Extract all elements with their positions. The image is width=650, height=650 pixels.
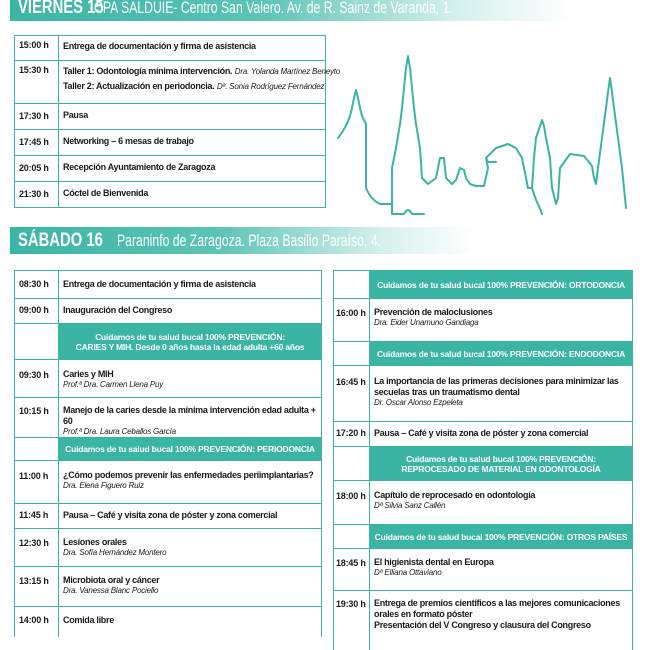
taller1-speaker: Dra. Yolanda Martínez Beneyto <box>234 67 341 76</box>
saturday-venue: Paraninfo de Zaragoza. Plaza Basilio Paraíso, 4. <box>116 230 381 250</box>
session-title: Lesiones orales <box>63 537 127 547</box>
table-row <box>15 461 321 504</box>
table-row <box>15 156 325 182</box>
speaker-name: Dr. Oscar Alonso Ezpeleta <box>374 398 463 407</box>
time-cell: 21:30 h <box>15 182 59 207</box>
table-row <box>334 366 632 422</box>
session-title: Comida libre <box>63 615 114 625</box>
speaker-name: Dª Elliana Ottaviano <box>374 568 442 577</box>
table-row <box>15 271 321 299</box>
session-title: Entrega de documentación y firma de asistencia <box>63 41 256 51</box>
time-cell: 17:30 h <box>15 104 59 129</box>
session-title: Entrega de premios científicos a las mejores comunicaciones orales en formato póster <box>374 598 620 619</box>
time-cell: 18:45 h <box>334 549 370 590</box>
time-cell: 10:15 h <box>15 398 59 437</box>
table-row <box>15 360 321 398</box>
section-band <box>334 342 632 366</box>
friday-venue: CPA SALDUIE- Centro San Valero. Av. de R. Sainz de Varanda, 1. <box>93 0 453 17</box>
band-line: Cuidamos de tu salud bucal 100% PREVENCIÓN: <box>95 331 285 342</box>
saturday-day: SÁBADO 16 <box>18 229 103 251</box>
time-cell: 15:30 h <box>15 61 59 103</box>
table-row <box>15 61 341 104</box>
table-row <box>15 607 321 637</box>
table-row <box>15 398 321 438</box>
speaker-name: Dra. Sofía Hernández Montero <box>63 548 167 557</box>
session-title: Pausa – Café y visita zona de póster y zona comercial <box>63 510 278 520</box>
section-band <box>15 438 321 461</box>
session-title: Cóctel de Bienvenida <box>63 188 149 198</box>
friday-day: VIERNES 15 <box>18 0 104 18</box>
session-title: Inauguración del Congreso <box>63 305 173 315</box>
table-row <box>15 36 325 61</box>
time-cell: 14:00 h <box>15 607 59 637</box>
section-band <box>334 525 632 549</box>
friday-schedule <box>14 35 341 208</box>
time-cell: 17:45 h <box>15 130 59 155</box>
band-line: Cuidamos de tu salud bucal 100% PREVENCIÓN: ORTODONCIA <box>377 279 625 290</box>
session-title: Caries y MIH <box>63 369 114 379</box>
table-row <box>15 504 321 529</box>
table-row <box>334 422 632 447</box>
table-row <box>15 130 325 156</box>
time-cell: 09:00 h <box>15 299 59 323</box>
band-line: CARIES Y MIH. Desde 0 años hasta la edad adulta +60 años <box>75 341 305 352</box>
time-cell: 12:30 h <box>15 529 59 566</box>
time-cell: 20:05 h <box>15 156 59 181</box>
session-title: El higienista dental en Europa <box>374 557 494 567</box>
session-title: Pausa <box>63 110 89 120</box>
taller1-title: Taller 1: Odontología mínima intervención. <box>63 66 233 76</box>
session-title: Prevención de maloclusiones <box>374 307 493 317</box>
table-row <box>334 591 632 650</box>
saturday-left-schedule <box>14 270 322 637</box>
zaragoza-skyline-illustration <box>336 28 636 218</box>
band-line: Cuidamos de tu salud bucal 100% PREVENCIÓN: ENDODONCIA <box>376 348 626 359</box>
time-cell: 16:00 h <box>334 299 370 341</box>
table-row <box>15 104 325 130</box>
time-cell: 17:20 h <box>334 422 370 446</box>
table-row <box>334 481 632 525</box>
band-line: Cuidamos de tu salud bucal 100% PREVENCIÓN: OTROS PAÍSES <box>374 531 628 542</box>
speaker-name: Dra. Vanessa Blanc Pociello <box>63 586 159 595</box>
session-title: Pausa – Café y visita zona de póster y zona comercial <box>374 428 589 438</box>
band-line: Cuidamos de tu salud bucal 100% PREVENCIÓN: PERIODONCIA <box>65 444 315 454</box>
session-title: Entrega de documentación y firma de asistencia <box>63 279 256 289</box>
session-title: ¿Cómo podemos prevenir las enfermedades periimplantarias? <box>63 470 314 480</box>
session-title: Networking – 6 mesas de trabajo <box>63 136 194 146</box>
time-cell: 15:00 h <box>15 36 59 60</box>
session-title: Capítulo de reprocesado en odontología <box>374 490 536 500</box>
speaker-name: Dra. Elena Figuero Ruiz <box>63 481 144 490</box>
table-row <box>15 299 321 324</box>
section-band <box>334 447 632 481</box>
saturday-header <box>10 227 475 254</box>
time-cell: 13:15 h <box>15 567 59 606</box>
speaker-name: Dra. Eider Unamuno Gandiaga <box>374 318 479 327</box>
time-cell: 11:45 h <box>15 504 59 528</box>
band-line: Cuidamos de tu salud bucal 100% PREVENCIÓN: <box>406 453 596 464</box>
friday-header <box>10 0 570 21</box>
time-cell: 09:30 h <box>15 360 59 397</box>
speaker-name: Prof.ª Dra. Laura Ceballos García <box>63 427 176 436</box>
speaker-name: Prof.ª Dra. Carmen Llena Puy <box>63 380 164 389</box>
table-row <box>15 567 321 607</box>
saturday-right-schedule <box>333 270 633 650</box>
time-cell: 16:45 h <box>334 366 370 421</box>
time-cell: 11:00 h <box>15 461 59 503</box>
speaker-name: Dª Silvia Sanz Callén <box>374 501 446 510</box>
table-row <box>15 529 321 567</box>
session-title: Manejo de la caries desde la mínima intervención edad adulta + 60 <box>63 405 316 426</box>
table-row <box>15 182 325 207</box>
session-title: La importancia de las primeras decisiones para minimizar las secuelas tras un traumatismo dental <box>374 376 619 397</box>
time-cell: 19:30 h <box>334 591 370 650</box>
time-cell: 08:30 h <box>15 271 59 298</box>
session-title: Microbiota oral y cáncer <box>63 575 160 585</box>
taller2-speaker: Dª. Sonia Rodríguez Fernández <box>216 82 325 91</box>
table-row <box>334 549 632 591</box>
table-row <box>334 299 632 342</box>
band-line: REPROCESADO DE MATERIAL EN ODONTOLOGÍA <box>401 463 601 474</box>
taller2-title: Taller 2: Actualización en periodoncia. <box>63 81 215 91</box>
session-title: Recepción Ayuntamiento de Zaragoza <box>63 162 216 172</box>
time-cell: 18:00 h <box>334 481 370 524</box>
session-title: Presentación del V Congreso y clausura del Congreso <box>374 620 591 630</box>
section-band <box>15 324 321 360</box>
section-band <box>334 271 632 299</box>
